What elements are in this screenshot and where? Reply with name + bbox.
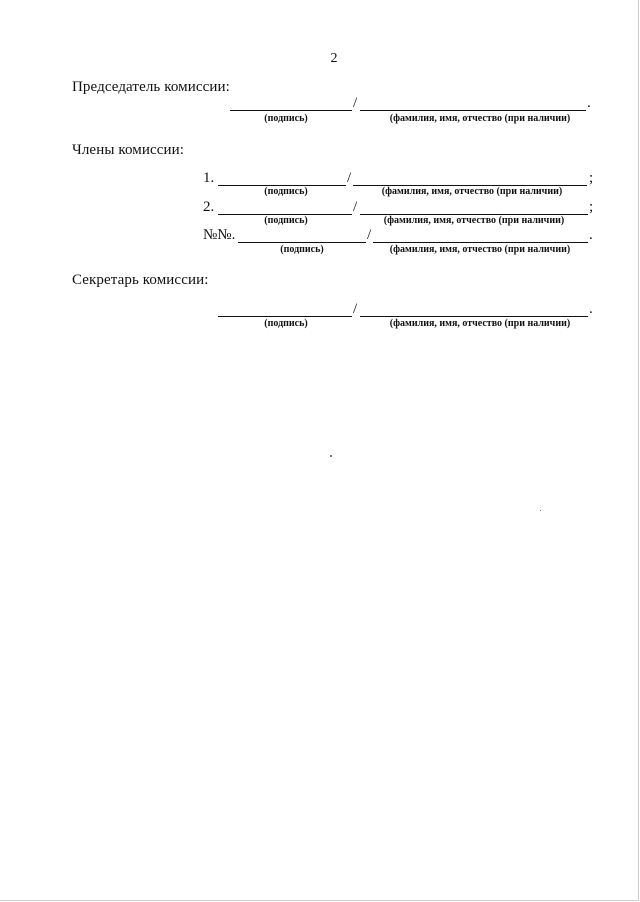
- chairman-name-line[interactable]: [360, 110, 586, 111]
- member-label-1: 1.: [203, 170, 215, 186]
- members-title: Члены комиссии:: [72, 142, 185, 158]
- secretary-name-line[interactable]: [360, 316, 588, 317]
- chairman-separator: /: [353, 95, 358, 111]
- member-2-signature-caption: (подпись): [264, 215, 308, 226]
- secretary-signature-row: [0, 301, 640, 317]
- chairman-end-mark: .: [587, 95, 591, 111]
- secretary-end-mark: .: [589, 301, 593, 317]
- member-1-name-caption: (фамилия, имя, отчество (при наличии): [381, 186, 563, 197]
- member-label-n: №№.: [203, 227, 236, 243]
- member-1-separator: /: [347, 170, 352, 186]
- secretary-signature-line[interactable]: [218, 316, 352, 317]
- member-1-signature-caption: (подпись): [264, 186, 308, 197]
- member-n-name-line[interactable]: [373, 242, 588, 243]
- secretary-name-caption: (фамилия, имя, отчество (при наличии): [389, 318, 571, 329]
- member-1-end-mark: ;: [589, 170, 594, 186]
- secretary-separator: /: [353, 301, 358, 317]
- chairman-signature-row: [0, 95, 640, 111]
- chairman-signature-caption: (подпись): [264, 113, 308, 124]
- chairman-signature-line[interactable]: [230, 110, 352, 111]
- member-n-separator: /: [367, 227, 372, 243]
- member-row-2: [0, 199, 640, 215]
- member-label-2: 2.: [203, 199, 215, 215]
- member-2-name-caption: (фамилия, имя, отчество (при наличии): [383, 215, 565, 226]
- member-2-end-mark: ;: [589, 199, 594, 215]
- secretary-title: Секретарь комиссии:: [72, 272, 209, 288]
- member-row-n: [0, 227, 640, 243]
- scan-speck: [330, 455, 332, 457]
- secretary-signature-caption: (подпись): [264, 318, 308, 329]
- chairman-title: Председатель комиссии:: [72, 79, 230, 95]
- member-n-name-caption: (фамилия, имя, отчество (при наличии): [389, 244, 571, 255]
- member-row-1: [0, 170, 640, 186]
- member-2-separator: /: [353, 199, 358, 215]
- scan-speck: [540, 510, 541, 511]
- member-n-signature-caption: (подпись): [280, 244, 324, 255]
- member-n-end-mark: .: [589, 227, 593, 243]
- chairman-name-caption: (фамилия, имя, отчество (при наличии): [389, 113, 571, 124]
- member-n-signature-line[interactable]: [238, 242, 366, 243]
- page-number: 2: [330, 51, 338, 66]
